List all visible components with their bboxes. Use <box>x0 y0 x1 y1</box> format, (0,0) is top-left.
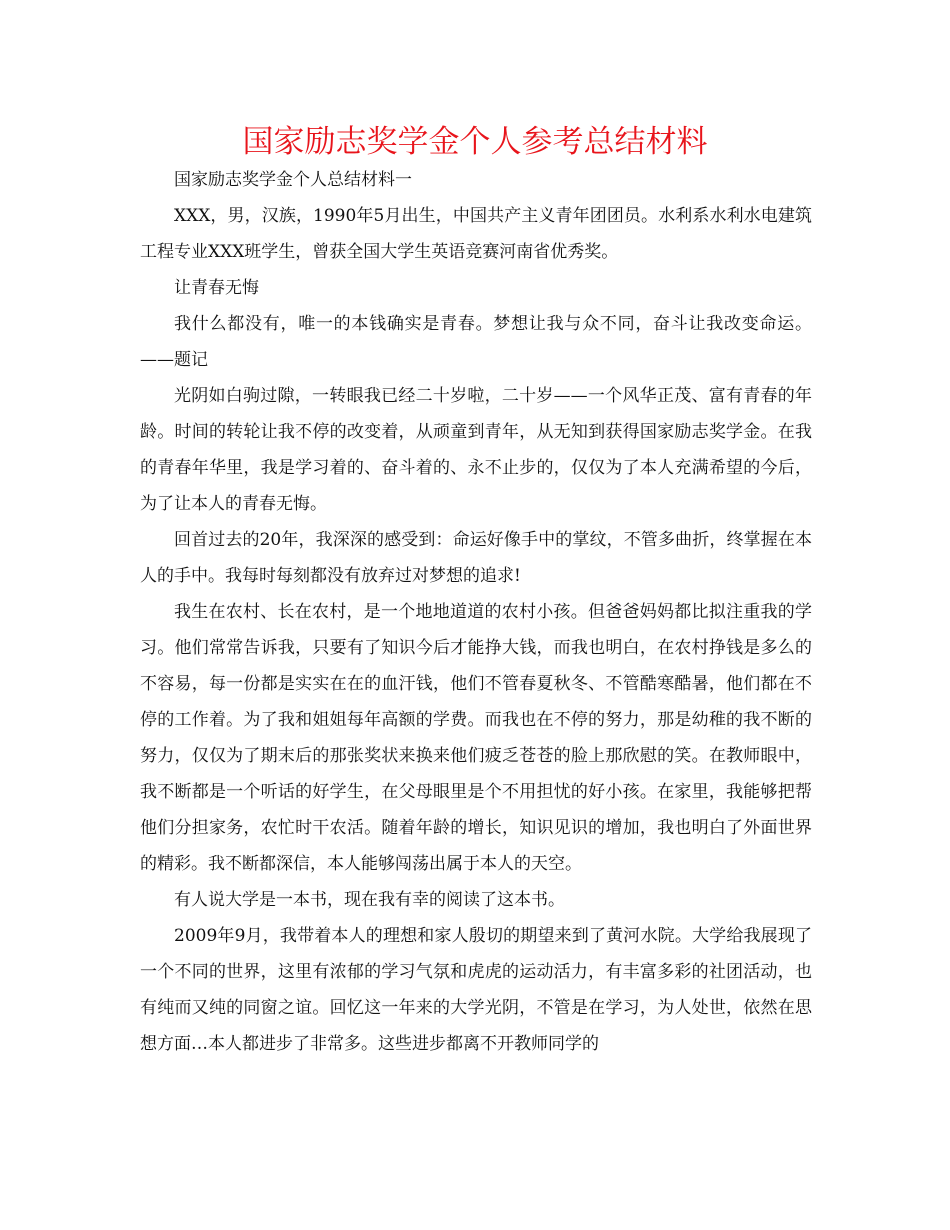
paragraph: 光阴如白驹过隙，一转眼我已经二十岁啦，二十岁——一个风华正茂、富有青春的年龄。时间的转轮让我不停的改变着，从顽童到青年，从无知到获得国家励志奖学金。在我的青春年华里，我是学习着的、奋斗着的、永不止步的，仅仅为了本人充满希望的今后，为了让本人的青春无悔。 <box>140 386 812 514</box>
paragraph: 回首过去的20年，我深深的感受到：命运好像手中的掌纹，不管多曲折，终掌握在本人的手中。我每时每刻都没有放弃过对梦想的追求! <box>140 530 812 586</box>
paragraph: 国家励志奖学金个人总结材料一 <box>174 170 412 190</box>
document-title: 国家励志奖学金个人参考总结材料 <box>242 124 708 160</box>
paragraph: 我什么都没有，唯一的本钱确实是青春。梦想让我与众不同，奋斗让我改变命运。——题记 <box>140 314 812 370</box>
document-body <box>140 162 812 1062</box>
paragraph: 2009年9月，我带着本人的理想和家人殷切的期望来到了黄河水院。大学给我展现了一个不同的世界，这里有浓郁的学习气氛和虎虎的运动活力，有丰富多彩的社团活动，也有纯而又纯的同窗之谊。回忆这一年来的大学光阴，不管是在学习，为人处世，依然在思想方面…本人都进步了非常多。这些进步都离不开教师同学的 <box>140 926 812 1054</box>
paragraph: XXX，男，汉族，1990年5月出生，中国共产主义青年团团员。水利系水利水电建筑工程专业XXX班学生，曾获全国大学生英语竞赛河南省优秀奖。 <box>140 206 812 262</box>
paragraph: 有人说大学是一本书，现在我有幸的阅读了这本书。 <box>174 890 565 910</box>
paragraph: 我生在农村、长在农村，是一个地地道道的农村小孩。但爸爸妈妈都比拟注重我的学习。他们常常告诉我，只要有了知识今后才能挣大钱，而我也明白，在农村挣钱是多么的不容易，每一份都是实实在在的血汗钱，他们不管春夏秋冬、不管酷寒酷暑，他们都在不停的工作着。为了我和姐姐每年高额的学费。而我也在不停的努力，那是幼稚的我不断的努力，仅仅为了期末后的那张奖状来换来他们疲乏苍苍的脸上那欣慰的笑。在教师眼中，我不断都是一个听话的好学生，在父母眼里是个不用担忧的好小孩。在家里，我能够把帮他们分担家务，农忙时干农活。随着年龄的增长，知识见识的增加，我也明白了外面世界的精彩。我不断都深信，本人能够闯荡出属于本人的天空。 <box>140 602 812 874</box>
paragraph: 让青春无悔 <box>174 278 259 298</box>
